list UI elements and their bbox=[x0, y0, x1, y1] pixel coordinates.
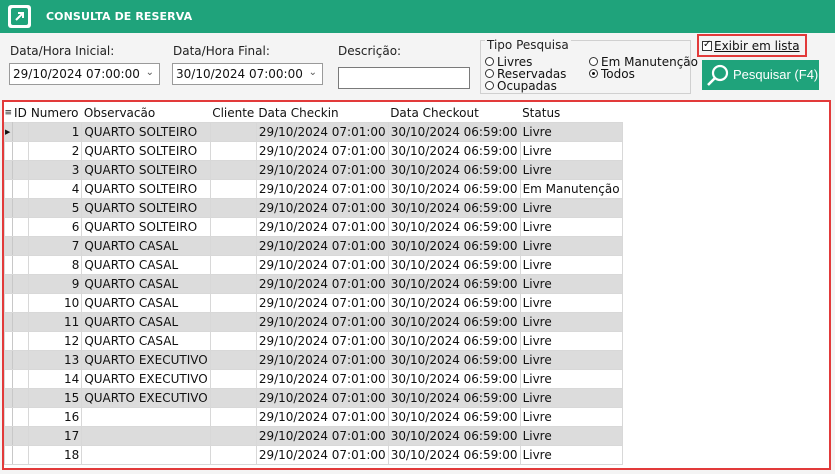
column-header-id[interactable]: ID bbox=[12, 104, 29, 122]
cell-status[interactable]: Livre bbox=[520, 236, 622, 255]
cell-numero[interactable]: 16 bbox=[29, 407, 82, 426]
table-row[interactable] bbox=[5, 122, 623, 141]
cell-checkin[interactable]: 29/10/2024 07:01:00 bbox=[256, 141, 388, 160]
cell-id[interactable] bbox=[12, 255, 29, 274]
cell-checkout[interactable]: 30/10/2024 06:59:00 bbox=[388, 141, 520, 160]
cell-observacao[interactable]: QUARTO EXECUTIVO bbox=[82, 388, 210, 407]
cell-checkout[interactable]: 30/10/2024 06:59:00 bbox=[388, 350, 520, 369]
radio-reservadas[interactable]: Reservadas bbox=[485, 68, 566, 80]
cell-status[interactable]: Livre bbox=[520, 407, 622, 426]
cell-status[interactable]: Livre bbox=[520, 141, 622, 160]
radio-todos[interactable]: Todos bbox=[589, 68, 635, 80]
row-indicator[interactable] bbox=[5, 236, 13, 255]
cell-id[interactable] bbox=[12, 160, 29, 179]
table-row[interactable] bbox=[5, 141, 623, 160]
end-date-value: 30/10/2024 07:00:00 bbox=[176, 67, 303, 81]
cell-checkout[interactable]: 30/10/2024 06:59:00 bbox=[388, 407, 520, 426]
cell-observacao[interactable] bbox=[82, 445, 210, 464]
cell-checkin[interactable]: 29/10/2024 07:01:00 bbox=[256, 312, 388, 331]
cell-status[interactable]: Livre bbox=[520, 255, 622, 274]
cell-observacao[interactable]: QUARTO EXECUTIVO bbox=[82, 350, 210, 369]
cell-numero[interactable]: 4 bbox=[29, 179, 82, 198]
cell-id[interactable] bbox=[12, 274, 29, 293]
cell-numero[interactable]: 10 bbox=[29, 293, 82, 312]
cell-checkout[interactable]: 30/10/2024 06:59:00 bbox=[388, 331, 520, 350]
column-header-checkout[interactable]: Data Checkout bbox=[388, 104, 520, 122]
app-logo-icon bbox=[8, 5, 31, 28]
search-button[interactable]: Pesquisar (F4) bbox=[702, 60, 819, 90]
row-indicator[interactable] bbox=[5, 350, 13, 369]
table-row[interactable] bbox=[5, 160, 623, 179]
cell-observacao[interactable]: QUARTO CASAL bbox=[82, 255, 210, 274]
cell-status[interactable]: Livre bbox=[520, 331, 622, 350]
cell-numero[interactable]: 3 bbox=[29, 160, 82, 179]
cell-checkout[interactable]: 30/10/2024 06:59:00 bbox=[388, 160, 520, 179]
row-indicator[interactable] bbox=[5, 160, 13, 179]
cell-observacao[interactable]: QUARTO SOLTEIRO bbox=[82, 122, 210, 141]
row-indicator[interactable] bbox=[5, 445, 13, 464]
cell-id[interactable] bbox=[12, 122, 29, 141]
cell-numero[interactable]: 11 bbox=[29, 312, 82, 331]
cell-status[interactable]: Livre bbox=[520, 198, 622, 217]
cell-numero[interactable]: 6 bbox=[29, 217, 82, 236]
description-label: Descrição: bbox=[338, 44, 402, 58]
cell-status[interactable]: Livre bbox=[520, 122, 622, 141]
cell-numero[interactable]: 5 bbox=[29, 198, 82, 217]
grid-header bbox=[5, 104, 623, 122]
table-row[interactable] bbox=[5, 217, 623, 236]
description-input[interactable] bbox=[338, 67, 470, 89]
row-indicator[interactable] bbox=[5, 198, 13, 217]
row-selector-header-icon[interactable]: ≡ bbox=[5, 104, 13, 122]
cell-id[interactable] bbox=[12, 141, 29, 160]
row-indicator[interactable] bbox=[5, 407, 13, 426]
grid-body bbox=[5, 122, 623, 464]
cell-observacao[interactable]: QUARTO CASAL bbox=[82, 331, 210, 350]
radio-selected-icon bbox=[589, 69, 598, 78]
table-row[interactable] bbox=[5, 331, 623, 350]
cell-observacao[interactable]: QUARTO SOLTEIRO bbox=[82, 179, 210, 198]
cell-observacao[interactable]: QUARTO CASAL bbox=[82, 274, 210, 293]
table-row[interactable] bbox=[5, 407, 623, 426]
title-bar bbox=[0, 0, 835, 33]
cell-observacao[interactable]: QUARTO SOLTEIRO bbox=[82, 198, 210, 217]
cell-cliente[interactable] bbox=[210, 445, 256, 464]
cell-cliente[interactable] bbox=[210, 179, 256, 198]
search-type-title: Tipo Pesquisa bbox=[487, 38, 569, 52]
cell-checkin[interactable]: 29/10/2024 07:01:00 bbox=[256, 179, 388, 198]
cell-checkout[interactable]: 30/10/2024 06:59:00 bbox=[388, 179, 520, 198]
cell-status[interactable]: Livre bbox=[520, 160, 622, 179]
row-indicator[interactable]: ▶ bbox=[5, 122, 13, 141]
cell-checkout[interactable]: 30/10/2024 06:59:00 bbox=[388, 445, 520, 464]
cell-checkin[interactable]: 29/10/2024 07:01:00 bbox=[256, 236, 388, 255]
cell-cliente[interactable] bbox=[210, 388, 256, 407]
cell-checkin[interactable]: 29/10/2024 07:01:00 bbox=[256, 388, 388, 407]
cell-numero[interactable]: 9 bbox=[29, 274, 82, 293]
cell-id[interactable] bbox=[12, 312, 29, 331]
column-header-cliente[interactable]: Cliente bbox=[210, 104, 256, 122]
row-indicator[interactable] bbox=[5, 331, 13, 350]
cell-observacao[interactable]: QUARTO SOLTEIRO bbox=[82, 217, 210, 236]
start-date-value: 29/10/2024 07:00:00 bbox=[13, 67, 140, 81]
cell-status[interactable]: Livre bbox=[520, 274, 622, 293]
radio-icon bbox=[485, 57, 494, 66]
table-row[interactable] bbox=[5, 312, 623, 331]
cell-id[interactable] bbox=[12, 369, 29, 388]
cell-id[interactable] bbox=[12, 388, 29, 407]
cell-id[interactable] bbox=[12, 331, 29, 350]
column-header-numero[interactable]: Numero bbox=[29, 104, 82, 122]
chevron-down-icon[interactable]: ⌄ bbox=[308, 67, 317, 78]
results-grid bbox=[4, 104, 623, 465]
cell-checkin[interactable]: 29/10/2024 07:01:00 bbox=[256, 331, 388, 350]
cell-status[interactable]: Livre bbox=[520, 350, 622, 369]
cell-id[interactable] bbox=[12, 407, 29, 426]
cell-cliente[interactable] bbox=[210, 312, 256, 331]
cell-numero[interactable]: 1 bbox=[29, 122, 82, 141]
cell-checkin[interactable]: 29/10/2024 07:01:00 bbox=[256, 255, 388, 274]
cell-cliente[interactable] bbox=[210, 293, 256, 312]
cell-checkin[interactable]: 29/10/2024 07:01:00 bbox=[256, 407, 388, 426]
cell-observacao[interactable]: QUARTO CASAL bbox=[82, 293, 210, 312]
cell-id[interactable] bbox=[12, 179, 29, 198]
row-indicator[interactable] bbox=[5, 217, 13, 236]
table-row[interactable] bbox=[5, 179, 623, 198]
cell-checkin[interactable]: 29/10/2024 07:01:00 bbox=[256, 217, 388, 236]
cell-status[interactable]: Livre bbox=[520, 445, 622, 464]
cell-id[interactable] bbox=[12, 236, 29, 255]
table-row[interactable] bbox=[5, 388, 623, 407]
cell-id[interactable] bbox=[12, 350, 29, 369]
cell-checkin[interactable]: 29/10/2024 07:01:00 bbox=[256, 293, 388, 312]
cell-checkout[interactable]: 30/10/2024 06:59:00 bbox=[388, 217, 520, 236]
cell-cliente[interactable] bbox=[210, 198, 256, 217]
cell-cliente[interactable] bbox=[210, 426, 256, 445]
row-indicator[interactable] bbox=[5, 179, 13, 198]
table-row[interactable] bbox=[5, 274, 623, 293]
cell-cliente[interactable] bbox=[210, 369, 256, 388]
cell-cliente[interactable] bbox=[210, 217, 256, 236]
cell-status[interactable]: Livre bbox=[520, 293, 622, 312]
cell-cliente[interactable] bbox=[210, 350, 256, 369]
table-row[interactable] bbox=[5, 255, 623, 274]
checkbox-checked-icon bbox=[702, 41, 712, 51]
cell-checkout[interactable]: 30/10/2024 06:59:00 bbox=[388, 293, 520, 312]
cell-status[interactable]: Em Manutenção bbox=[520, 179, 622, 198]
show-in-list-checkbox[interactable]: ✓Exibir em lista bbox=[702, 39, 800, 53]
table-row[interactable] bbox=[5, 293, 623, 312]
table-row[interactable] bbox=[5, 350, 623, 369]
cell-checkout[interactable]: 30/10/2024 06:59:00 bbox=[388, 198, 520, 217]
cell-checkin[interactable]: 29/10/2024 07:01:00 bbox=[256, 426, 388, 445]
start-date-picker[interactable] bbox=[9, 63, 160, 85]
cell-numero[interactable]: 8 bbox=[29, 255, 82, 274]
row-indicator[interactable] bbox=[5, 388, 13, 407]
cell-numero[interactable]: 17 bbox=[29, 426, 82, 445]
cell-id[interactable] bbox=[12, 426, 29, 445]
row-indicator[interactable] bbox=[5, 293, 13, 312]
cell-checkin[interactable]: 29/10/2024 07:01:00 bbox=[256, 445, 388, 464]
cell-observacao[interactable] bbox=[82, 426, 210, 445]
cell-checkout[interactable]: 30/10/2024 06:59:00 bbox=[388, 426, 520, 445]
cell-numero[interactable]: 14 bbox=[29, 369, 82, 388]
table-row[interactable] bbox=[5, 198, 623, 217]
radio-livres[interactable]: Livres bbox=[485, 56, 532, 68]
cell-cliente[interactable] bbox=[210, 274, 256, 293]
radio-icon bbox=[485, 69, 494, 78]
cell-checkout[interactable]: 30/10/2024 06:59:00 bbox=[388, 388, 520, 407]
cell-cliente[interactable] bbox=[210, 331, 256, 350]
column-header-observacao[interactable]: Observacão bbox=[82, 104, 210, 122]
cell-id[interactable] bbox=[12, 217, 29, 236]
row-indicator[interactable] bbox=[5, 274, 13, 293]
cell-status[interactable]: Livre bbox=[520, 426, 622, 445]
cell-checkin[interactable]: 29/10/2024 07:01:00 bbox=[256, 160, 388, 179]
cell-checkout[interactable]: 30/10/2024 06:59:00 bbox=[388, 312, 520, 331]
row-indicator[interactable] bbox=[5, 426, 13, 445]
table-row[interactable] bbox=[5, 445, 623, 464]
cell-checkin[interactable]: 29/10/2024 07:01:00 bbox=[256, 198, 388, 217]
cell-cliente[interactable] bbox=[210, 407, 256, 426]
cell-observacao[interactable]: QUARTO SOLTEIRO bbox=[82, 160, 210, 179]
cell-numero[interactable]: 13 bbox=[29, 350, 82, 369]
row-indicator[interactable] bbox=[5, 255, 13, 274]
cell-observacao[interactable]: QUARTO SOLTEIRO bbox=[82, 141, 210, 160]
cell-cliente[interactable] bbox=[210, 236, 256, 255]
cell-observacao[interactable]: QUARTO EXECUTIVO bbox=[82, 369, 210, 388]
cell-numero[interactable]: 18 bbox=[29, 445, 82, 464]
cell-id[interactable] bbox=[12, 445, 29, 464]
end-date-picker[interactable] bbox=[172, 63, 323, 85]
window-title: CONSULTA DE RESERVA bbox=[46, 10, 193, 23]
start-date-label: Data/Hora Inicial: bbox=[10, 44, 115, 58]
cell-checkin[interactable]: 29/10/2024 07:01:00 bbox=[256, 369, 388, 388]
end-date-label: Data/Hora Final: bbox=[173, 44, 270, 58]
row-indicator[interactable] bbox=[5, 141, 13, 160]
row-indicator[interactable] bbox=[5, 369, 13, 388]
table-row[interactable] bbox=[5, 426, 623, 445]
chevron-down-icon[interactable]: ⌄ bbox=[145, 67, 154, 78]
radio-icon bbox=[485, 81, 494, 90]
cell-numero[interactable]: 7 bbox=[29, 236, 82, 255]
cell-cliente[interactable] bbox=[210, 160, 256, 179]
cell-checkin[interactable]: 29/10/2024 07:01:00 bbox=[256, 350, 388, 369]
cell-status[interactable]: Livre bbox=[520, 312, 622, 331]
table-row[interactable] bbox=[5, 236, 623, 255]
cell-id[interactable] bbox=[12, 198, 29, 217]
cell-checkout[interactable]: 30/10/2024 06:59:00 bbox=[388, 255, 520, 274]
cell-cliente[interactable] bbox=[210, 141, 256, 160]
cell-status[interactable]: Livre bbox=[520, 388, 622, 407]
cell-checkout[interactable]: 30/10/2024 06:59:00 bbox=[388, 274, 520, 293]
cell-checkout[interactable]: 30/10/2024 06:59:00 bbox=[388, 369, 520, 388]
cell-checkin[interactable]: 29/10/2024 07:01:00 bbox=[256, 122, 388, 141]
cell-checkin[interactable]: 29/10/2024 07:01:00 bbox=[256, 274, 388, 293]
row-indicator[interactable] bbox=[5, 312, 13, 331]
cell-cliente[interactable] bbox=[210, 122, 256, 141]
cell-observacao[interactable]: QUARTO CASAL bbox=[82, 236, 210, 255]
cell-status[interactable]: Livre bbox=[520, 217, 622, 236]
cell-cliente[interactable] bbox=[210, 255, 256, 274]
cell-numero[interactable]: 12 bbox=[29, 331, 82, 350]
radio-em-manutencao[interactable]: Em Manutenção bbox=[589, 56, 698, 68]
cell-numero[interactable]: 2 bbox=[29, 141, 82, 160]
cell-numero[interactable]: 15 bbox=[29, 388, 82, 407]
search-icon bbox=[706, 63, 730, 87]
cell-checkout[interactable]: 30/10/2024 06:59:00 bbox=[388, 122, 520, 141]
radio-icon bbox=[589, 57, 598, 66]
column-header-checkin[interactable]: Data Checkin bbox=[256, 104, 388, 122]
cell-observacao[interactable]: QUARTO CASAL bbox=[82, 312, 210, 331]
cell-id[interactable] bbox=[12, 293, 29, 312]
table-row[interactable] bbox=[5, 369, 623, 388]
cell-observacao[interactable] bbox=[82, 407, 210, 426]
column-header-status[interactable]: Status bbox=[520, 104, 622, 122]
radio-ocupadas[interactable]: Ocupadas bbox=[485, 80, 557, 92]
cell-checkout[interactable]: 30/10/2024 06:59:00 bbox=[388, 236, 520, 255]
cell-status[interactable]: Livre bbox=[520, 369, 622, 388]
